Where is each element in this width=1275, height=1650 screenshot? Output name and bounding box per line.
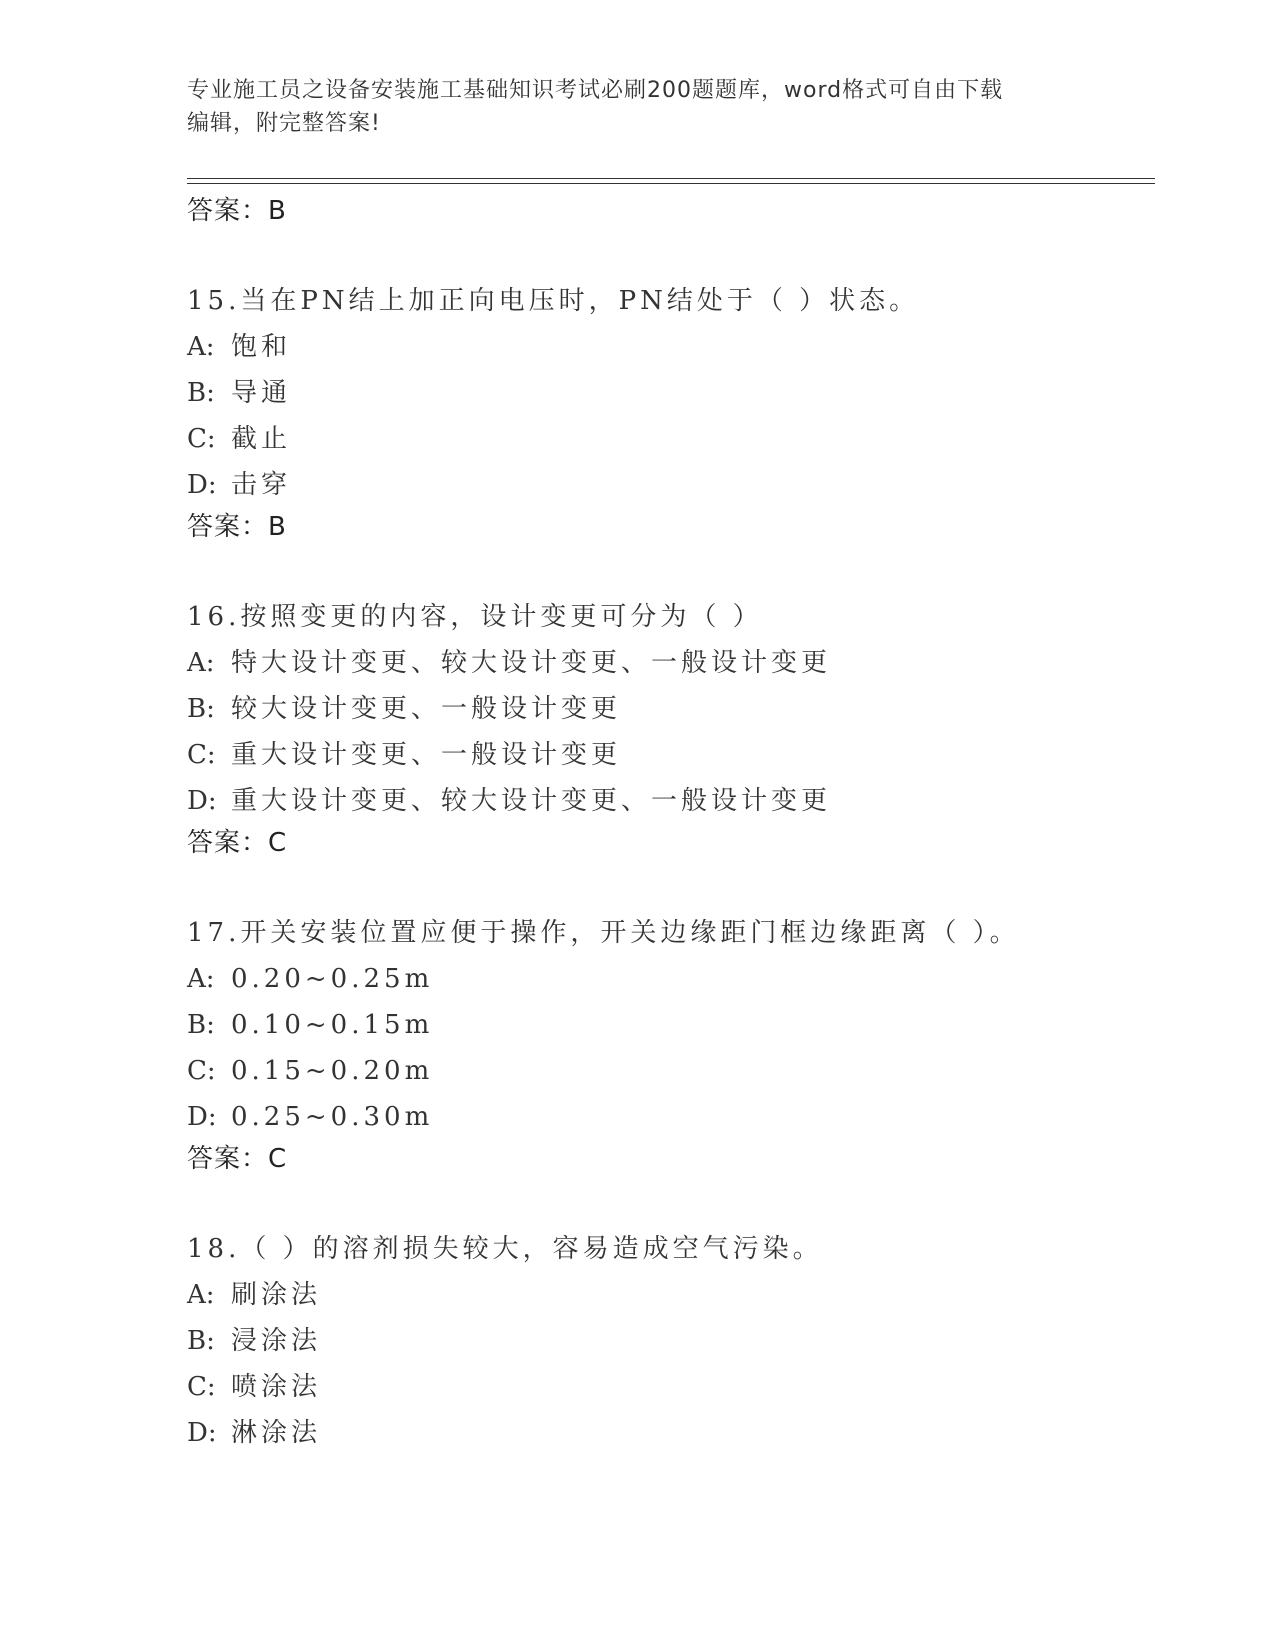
option-label: B: xyxy=(187,1326,215,1356)
option-label: C: xyxy=(187,424,216,454)
option-label: C: xyxy=(187,1056,216,1086)
header-line-2: 编辑，附完整答案! xyxy=(187,111,381,136)
question-text: 16.按照变更的内容，设计变更可分为（ ） xyxy=(187,602,763,632)
option-c xyxy=(187,424,1187,470)
answer-15: 答案：B xyxy=(187,512,287,542)
option-text: 0.15~0.20m xyxy=(231,1056,434,1086)
option-b xyxy=(187,1010,1187,1056)
option-d xyxy=(187,1102,1187,1148)
option-text: 特大设计变更、较大设计变更、一般设计变更 xyxy=(231,648,832,678)
option-label: B: xyxy=(187,378,215,408)
answer-16: 答案：C xyxy=(187,828,288,858)
option-a xyxy=(187,332,1187,378)
header-divider-bottom xyxy=(187,183,1155,184)
option-label: B: xyxy=(187,694,215,724)
option-text: 重大设计变更、一般设计变更 xyxy=(231,740,622,770)
option-text: 刷涂法 xyxy=(231,1280,322,1310)
option-text: 导通 xyxy=(231,378,292,408)
option-text: 0.10~0.15m xyxy=(231,1010,434,1040)
option-text: 截止 xyxy=(231,424,292,454)
option-label: C: xyxy=(187,1372,216,1402)
question-text: 18.（ ）的溶剂损失较大，容易造成空气污染。 xyxy=(187,1234,823,1264)
option-text: 饱和 xyxy=(231,332,292,362)
option-label: A: xyxy=(187,648,215,678)
question-17 xyxy=(187,918,1187,1148)
option-label: A: xyxy=(187,332,215,362)
question-15 xyxy=(187,286,1187,516)
option-a xyxy=(187,648,1187,694)
answer-previous: 答案：B xyxy=(187,196,287,226)
option-c xyxy=(187,1372,1187,1418)
option-d xyxy=(187,1418,1187,1464)
option-a xyxy=(187,1280,1187,1326)
option-c xyxy=(187,1056,1187,1102)
option-label: C: xyxy=(187,740,216,770)
option-label: B: xyxy=(187,1010,215,1040)
question-text: 15.当在PN结上加正向电压时，PN结处于（ ）状态。 xyxy=(187,286,920,316)
option-c xyxy=(187,740,1187,786)
option-label: D: xyxy=(187,470,217,500)
option-label: A: xyxy=(187,1280,215,1310)
option-text: 0.20~0.25m xyxy=(231,964,434,994)
option-label: D: xyxy=(187,786,217,816)
option-b xyxy=(187,1326,1187,1372)
option-text: 浸涂法 xyxy=(231,1326,322,1356)
option-b xyxy=(187,694,1187,740)
question-text: 17.开关安装位置应便于操作，开关边缘距门框边缘距离（ ）。 xyxy=(187,918,1020,948)
option-text: 淋涂法 xyxy=(231,1418,322,1448)
header-divider-top xyxy=(187,178,1155,179)
question-16 xyxy=(187,602,1187,832)
option-a xyxy=(187,964,1187,1010)
option-label: D: xyxy=(187,1102,217,1132)
option-d xyxy=(187,786,1187,832)
option-b xyxy=(187,378,1187,424)
question-18 xyxy=(187,1234,1187,1464)
option-text: 0.25~0.30m xyxy=(231,1102,434,1132)
option-text: 喷涂法 xyxy=(231,1372,322,1402)
option-text: 较大设计变更、一般设计变更 xyxy=(231,694,622,724)
document-header xyxy=(187,74,1087,140)
option-label: D: xyxy=(187,1418,217,1448)
option-text: 击穿 xyxy=(231,470,292,500)
option-label: A: xyxy=(187,964,215,994)
header-line-1: 专业施工员之设备安装施工基础知识考试必刷200题题库，word格式可自由下载 xyxy=(187,78,1004,103)
answer-17: 答案：C xyxy=(187,1144,288,1174)
option-text: 重大设计变更、较大设计变更、一般设计变更 xyxy=(231,786,832,816)
option-d xyxy=(187,470,1187,516)
